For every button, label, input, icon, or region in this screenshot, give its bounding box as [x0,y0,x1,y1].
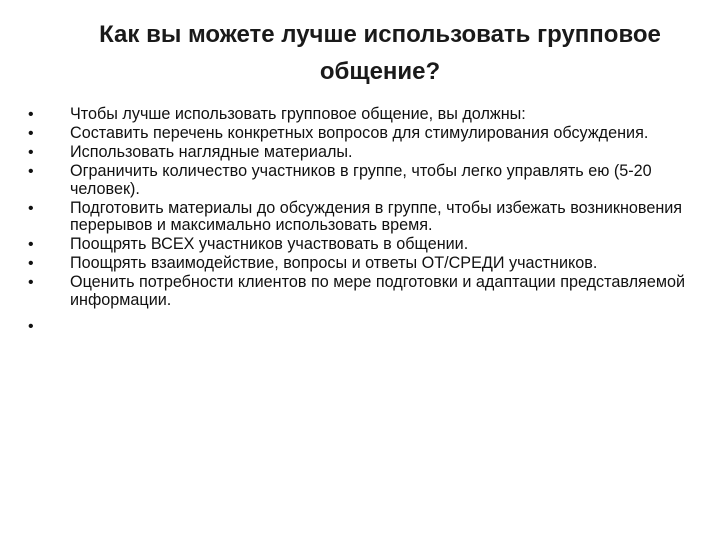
bullet-item-empty [28,318,698,336]
bullet-text: Поощрять ВСЕХ участников участвовать в общении. [70,235,469,253]
bullet-item [28,274,698,309]
bullet-item [28,106,698,124]
bullet-item [28,255,698,273]
bullet-dot-icon: • [28,318,34,335]
bullet-dot-icon: • [28,236,34,253]
bullet-dot-icon: • [28,106,34,123]
bullet-list [28,106,698,337]
bullet-dot-icon: • [28,144,34,161]
bullet-dot-icon: • [28,274,34,291]
slide-title-line-2: общение? [319,58,441,85]
bullet-text: Ограничить количество участников в группе, чтобы легко управлять ею (5-20 человек). [70,162,652,198]
bullet-item [28,236,698,254]
bullet-item [28,125,698,143]
bullet-item [28,144,698,162]
bullet-item [28,200,698,235]
bullet-dot-icon: • [28,255,34,272]
bullet-dot-icon: • [28,125,34,142]
bullet-item [28,163,698,198]
bullet-text: Оценить потребности клиентов по мере подготовки и адаптации представляемой информации. [70,273,686,309]
bullet-text: Составить перечень конкретных вопросов для стимулирования обсуждения. [70,124,649,142]
bullet-text: Поощрять взаимодействие, вопросы и ответы ОТ/СРЕДИ участников. [70,254,598,272]
slide-title-line-1: Как вы можете лучше использовать групповое [99,21,661,48]
bullet-text: Подготовить материалы до обсуждения в группе, чтобы избежать возникновения перерывов и максимально использовать время. [70,198,683,234]
slide-title [40,16,720,90]
bullet-dot-icon: • [28,199,34,217]
bullet-text: Чтобы лучше использовать групповое общение, вы должны: [70,105,526,123]
bullet-text: Использовать наглядные материалы. [70,143,353,161]
bullet-dot-icon: • [28,163,34,180]
